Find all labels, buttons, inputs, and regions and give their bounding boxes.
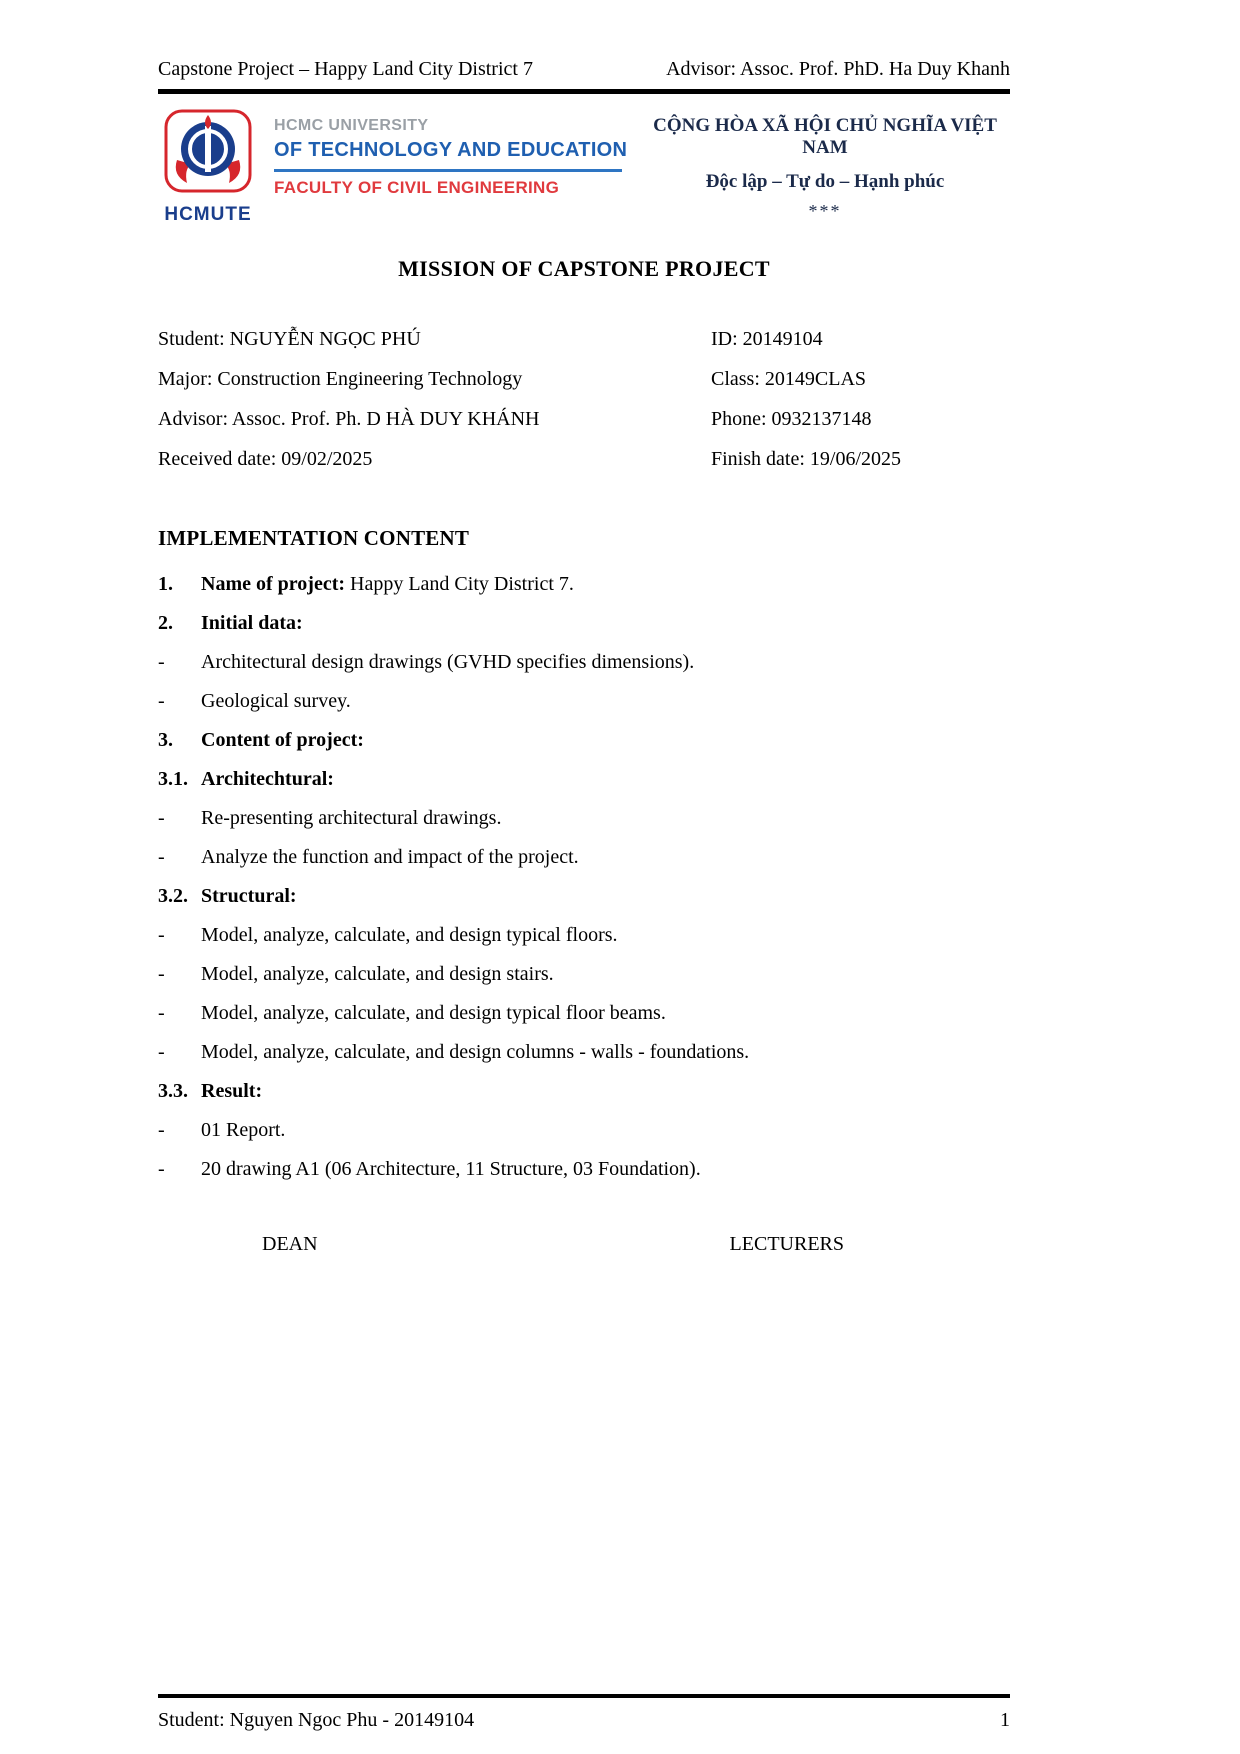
page-content (158, 58, 1010, 1256)
list-text (201, 573, 574, 596)
student-advisor: Advisor: Assoc. Prof. Ph. D HÀ DUY KHÁNH (158, 408, 540, 430)
implementation-list (158, 573, 1010, 1181)
list-marker: - (158, 963, 165, 985)
logo-block (158, 108, 258, 226)
list-marker: - (158, 1041, 165, 1063)
list-marker: 2. (158, 612, 173, 634)
list-marker: 3. (158, 729, 173, 751)
list-text (201, 1119, 285, 1142)
dean-signature-label: DEAN (262, 1233, 318, 1255)
list-text (201, 651, 694, 674)
list-marker: 1. (158, 573, 173, 595)
student-info (158, 328, 1010, 488)
list-label: Content of project: (201, 729, 364, 751)
list-item (158, 924, 1010, 947)
national-title: CỘNG HÒA XÃ HỘI CHỦ NGHĨA VIỆT NAM (653, 115, 997, 158)
list-item (158, 846, 1010, 869)
list-marker: 3.3. (158, 1080, 188, 1102)
list-rest: Model, analyze, calculate, and design typical floor beams. (201, 1002, 666, 1024)
footer-left-text: Student: Nguyen Ngoc Phu - 20149104 (158, 1709, 475, 1731)
university-name-block (274, 108, 627, 226)
list-marker: 3.1. (158, 768, 188, 790)
national-stars: *** (808, 201, 842, 221)
logo-caption: HCMUTE (164, 204, 252, 225)
running-header (158, 58, 1010, 81)
running-footer (158, 1694, 1010, 1732)
student-info-left-column (158, 328, 711, 488)
list-text (201, 846, 579, 869)
list-item (158, 729, 1010, 752)
student-phone: Phone: 0932137148 (711, 408, 872, 430)
list-item (158, 651, 1010, 674)
list-text (201, 963, 554, 986)
student-class: Class: 20149CLAS (711, 368, 867, 390)
list-rest: Architectural design drawings (GVHD specifies dimensions). (201, 651, 695, 673)
university-line1: HCMC UNIVERSITY (274, 117, 429, 134)
faculty-name: FACULTY OF CIVIL ENGINEERING (274, 178, 560, 197)
finish-date: Finish date: 19/06/2025 (711, 448, 901, 470)
hcmute-logo-icon (162, 183, 254, 200)
university-divider (274, 169, 622, 172)
list-rest: 20 drawing A1 (06 Architecture, 11 Structure, 03 Foundation). (201, 1158, 701, 1180)
letterhead (158, 108, 1010, 226)
header-right-text: Advisor: Assoc. Prof. PhD. Ha Duy Khanh (666, 58, 1010, 80)
list-label: Initial data: (201, 612, 303, 634)
list-label: Structural: (201, 885, 297, 907)
list-rest: Model, analyze, calculate, and design columns - walls - foundations. (201, 1041, 750, 1063)
list-text (201, 1158, 701, 1181)
university-line2: OF TECHNOLOGY AND EDUCATION (274, 139, 628, 161)
list-text (201, 885, 297, 908)
list-text (201, 612, 303, 635)
lecturers-signature-label: LECTURERS (729, 1233, 844, 1255)
list-item (158, 690, 1010, 713)
student-info-right-column (711, 328, 1010, 488)
list-text (201, 1002, 666, 1025)
header-left-text: Capstone Project – Happy Land City District 7 (158, 58, 533, 80)
list-rest: 01 Report. (201, 1119, 286, 1141)
list-item (158, 1002, 1010, 1025)
list-item (158, 1158, 1010, 1181)
signature-row (158, 1233, 1010, 1256)
student-id: ID: 20149104 (711, 328, 823, 350)
header-rule (158, 89, 1010, 94)
page-number: 1 (1000, 1709, 1010, 1731)
list-item (158, 612, 1010, 635)
list-marker: - (158, 651, 165, 673)
list-label: Result: (201, 1080, 263, 1102)
footer-text-row (158, 1709, 1010, 1732)
list-text (201, 729, 364, 752)
list-text (201, 807, 501, 830)
list-text (201, 690, 351, 713)
footer-rule (158, 1694, 1010, 1698)
received-date: Received date: 09/02/2025 (158, 448, 373, 470)
implementation-heading: IMPLEMENTATION CONTENT (158, 526, 470, 550)
list-marker: 3.2. (158, 885, 188, 907)
list-item (158, 1080, 1010, 1103)
list-rest: Model, analyze, calculate, and design stairs. (201, 963, 554, 985)
list-item (158, 768, 1010, 791)
document-title: MISSION OF CAPSTONE PROJECT (398, 256, 770, 281)
list-item (158, 1041, 1010, 1064)
list-marker: - (158, 690, 165, 712)
list-text (201, 768, 334, 791)
list-item (158, 807, 1010, 830)
list-rest: Model, analyze, calculate, and design typical floors. (201, 924, 618, 946)
list-label: Name of project: (201, 573, 346, 595)
list-rest: Re-presenting architectural drawings. (201, 807, 502, 829)
list-item (158, 885, 1010, 908)
student-major: Major: Construction Engineering Technology (158, 368, 523, 390)
list-marker: - (158, 1158, 165, 1180)
list-marker: - (158, 807, 165, 829)
list-rest: Analyze the function and impact of the project. (201, 846, 579, 868)
list-text (201, 924, 618, 947)
list-rest: Geological survey. (201, 690, 351, 712)
list-marker: - (158, 1119, 165, 1141)
list-text (201, 1080, 262, 1103)
list-rest: Happy Land City District 7. (345, 573, 574, 595)
list-item (158, 1119, 1010, 1142)
national-motto: Độc lập – Tự do – Hạnh phúc (705, 171, 945, 192)
list-item (158, 573, 1010, 596)
list-item (158, 963, 1010, 986)
list-label: Architechtural: (201, 768, 334, 790)
student-name: Student: NGUYỄN NGỌC PHÚ (158, 328, 421, 350)
list-marker: - (158, 924, 165, 946)
list-text (201, 1041, 749, 1064)
list-marker: - (158, 846, 165, 868)
list-marker: - (158, 1002, 165, 1024)
national-motto-block (640, 108, 1010, 226)
